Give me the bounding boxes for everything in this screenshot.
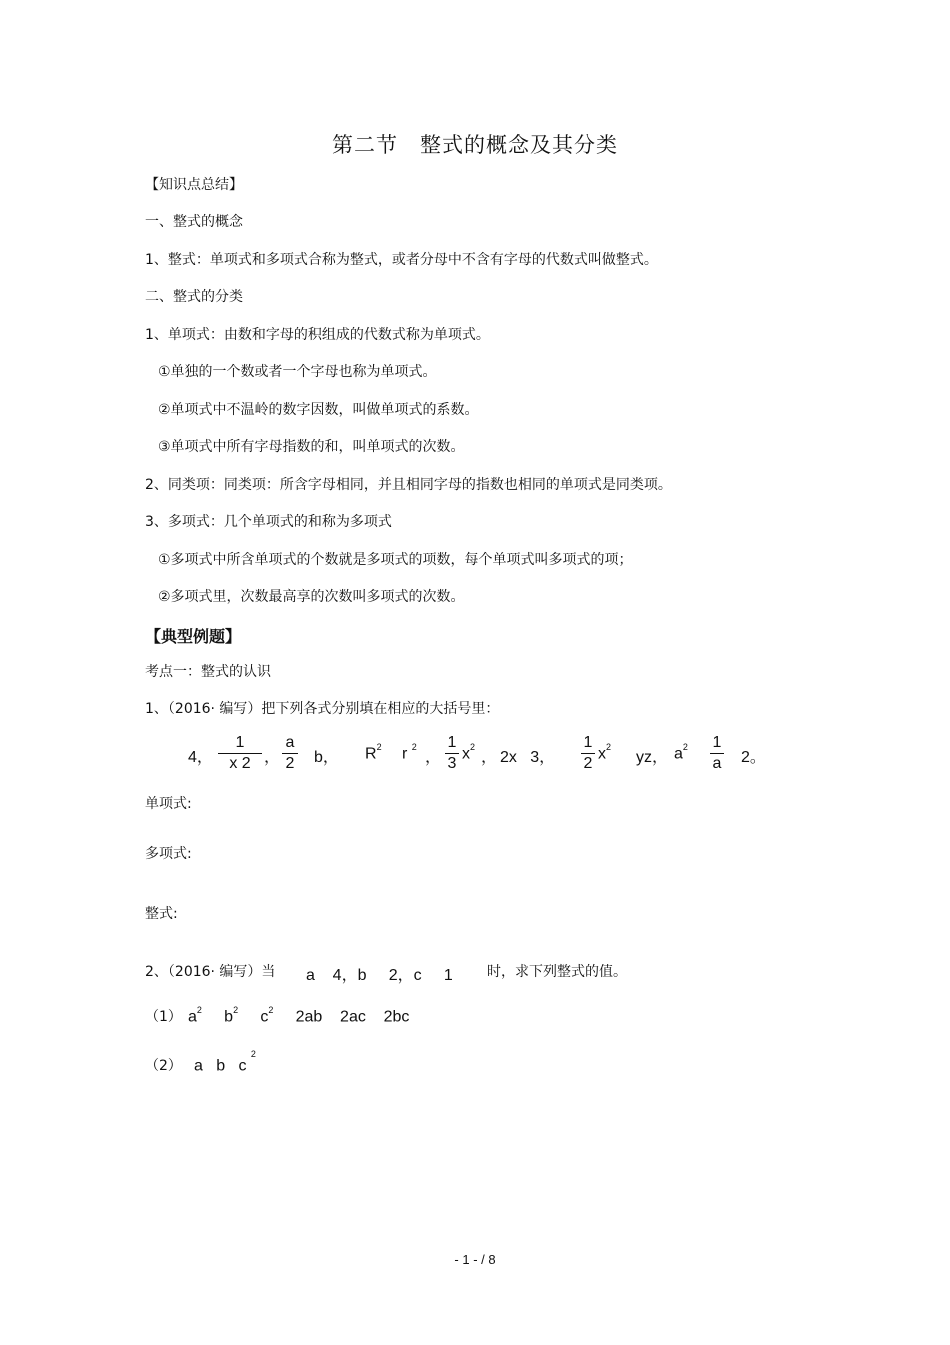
question-2-part-2-expression	[194, 1049, 256, 1075]
question-2-part-1-label: （1）	[145, 1009, 182, 1025]
base-b: b	[224, 1008, 234, 1026]
knowledge-heading: 【知识点总结】	[145, 177, 243, 193]
fraction-denominator: a	[712, 755, 722, 772]
kaodian-1: 考点一：整式的认识	[145, 664, 271, 680]
exponent: 2	[250, 1049, 256, 1059]
page-title: 第二节 整式的概念及其分类	[332, 133, 618, 157]
page-number-footer: - 1 - / 8	[454, 1252, 496, 1267]
section-1-heading: 一、整式的概念	[145, 214, 243, 230]
exponent: 2	[196, 1005, 202, 1015]
fraction-denominator: 2	[285, 755, 295, 772]
expr-term-4: 4，	[188, 749, 213, 766]
label-monomial: 单项式:	[145, 796, 192, 812]
section-2-item-3-sub-1: ①多项式中所含单项式的个数就是多项式的项数，每个单项式叫多项式的项；	[158, 552, 633, 568]
section-2-item-1-sub-1: ①单独的一个数或者一个字母也称为单项式。	[158, 364, 437, 380]
fraction-denominator: 2	[583, 755, 593, 772]
fraction-numerator: 1	[235, 734, 245, 751]
fraction-1-over-x-2	[218, 733, 262, 774]
expr-term-2: 2。	[741, 749, 766, 766]
fraction-a-over-2	[282, 733, 298, 774]
base-c: c	[260, 1008, 269, 1026]
fraction-1-over-2	[581, 733, 595, 774]
exponent: 2	[682, 742, 688, 752]
expr-comma: ，	[425, 749, 442, 766]
question-2-values: a 4，b 2，c 1	[306, 967, 453, 984]
expr-comma: ，	[264, 749, 281, 766]
section-2-item-1-sub-3: ③单项式中所有字母指数的和，叫单项式的次数。	[158, 439, 465, 455]
section-2-item-1: 1、单项式：由数和字母的积组成的代数式称为单项式。	[145, 327, 490, 343]
expr-term-x-squared	[598, 744, 611, 763]
exponent: 2	[376, 742, 382, 752]
exponent: 2	[268, 1005, 274, 1015]
section-2-heading: 二、整式的分类	[145, 289, 243, 305]
exponent: 2	[411, 742, 417, 752]
exponent: 2	[606, 742, 612, 752]
question-2-part-1-expression	[188, 1007, 409, 1026]
fraction-1-over-a	[710, 733, 724, 774]
fraction-1-over-3	[445, 733, 459, 774]
expr-comma: ，	[481, 749, 498, 766]
label-polynomial: 多项式:	[145, 846, 192, 862]
expr-term-x-squared	[462, 744, 475, 763]
base-a: a	[188, 1008, 197, 1026]
section-2-item-2: 2、同类项：同类项：所含字母相同，并且相同字母的指数也相同的单项式是同类项。	[145, 477, 672, 493]
expr-rest: 2ab 2ac 2bc	[295, 1008, 410, 1026]
base-r: r	[402, 745, 408, 763]
section-2-item-3: 3、多项式：几个单项式的和称为多项式	[145, 514, 392, 530]
fraction-numerator: 1	[447, 734, 457, 751]
expr-term-b: b，	[314, 749, 339, 766]
exponent: 2	[470, 742, 476, 752]
section-2-item-3-sub-2: ②多项式里，次数最高享的次数叫多项式的次数。	[158, 589, 465, 605]
fraction-denominator: x 2	[229, 755, 251, 772]
base-x: x	[462, 745, 470, 763]
fraction-denominator: 3	[447, 755, 457, 772]
examples-heading: 【典型例题】	[145, 627, 242, 646]
question-2-stem-suffix: 时，求下列整式的值。	[487, 964, 627, 980]
fraction-numerator: 1	[712, 734, 722, 751]
base-R: R	[365, 745, 377, 763]
base-x: x	[598, 745, 606, 763]
question-2-part-2-label: （2）	[145, 1058, 182, 1074]
expr-term-r	[402, 744, 417, 763]
base-a: a	[674, 745, 683, 763]
expr-abc: a b c	[194, 1057, 247, 1075]
section-2-item-1-sub-2: ②单项式中不温岭的数字因数，叫做单项式的系数。	[158, 402, 479, 418]
expr-term-a-squared	[674, 744, 688, 763]
expr-term-yz: yz，	[636, 749, 669, 766]
expr-term-R	[365, 744, 382, 763]
fraction-numerator: 1	[583, 734, 593, 751]
fraction-numerator: a	[285, 734, 295, 751]
label-integral-expression: 整式:	[145, 906, 178, 922]
question-2-stem-prefix: 2、（2016· 编写）当	[145, 964, 276, 980]
exponent: 2	[233, 1005, 239, 1015]
question-1-stem: 1、（2016· 编写）把下列各式分别填在相应的大括号里：	[145, 701, 500, 717]
section-1-item-1: 1、整式：单项式和多项式合称为整式，或者分母中不含有字母的代数式叫做整式。	[145, 252, 658, 268]
expr-term-2x-3: 2x 3，	[500, 749, 556, 766]
